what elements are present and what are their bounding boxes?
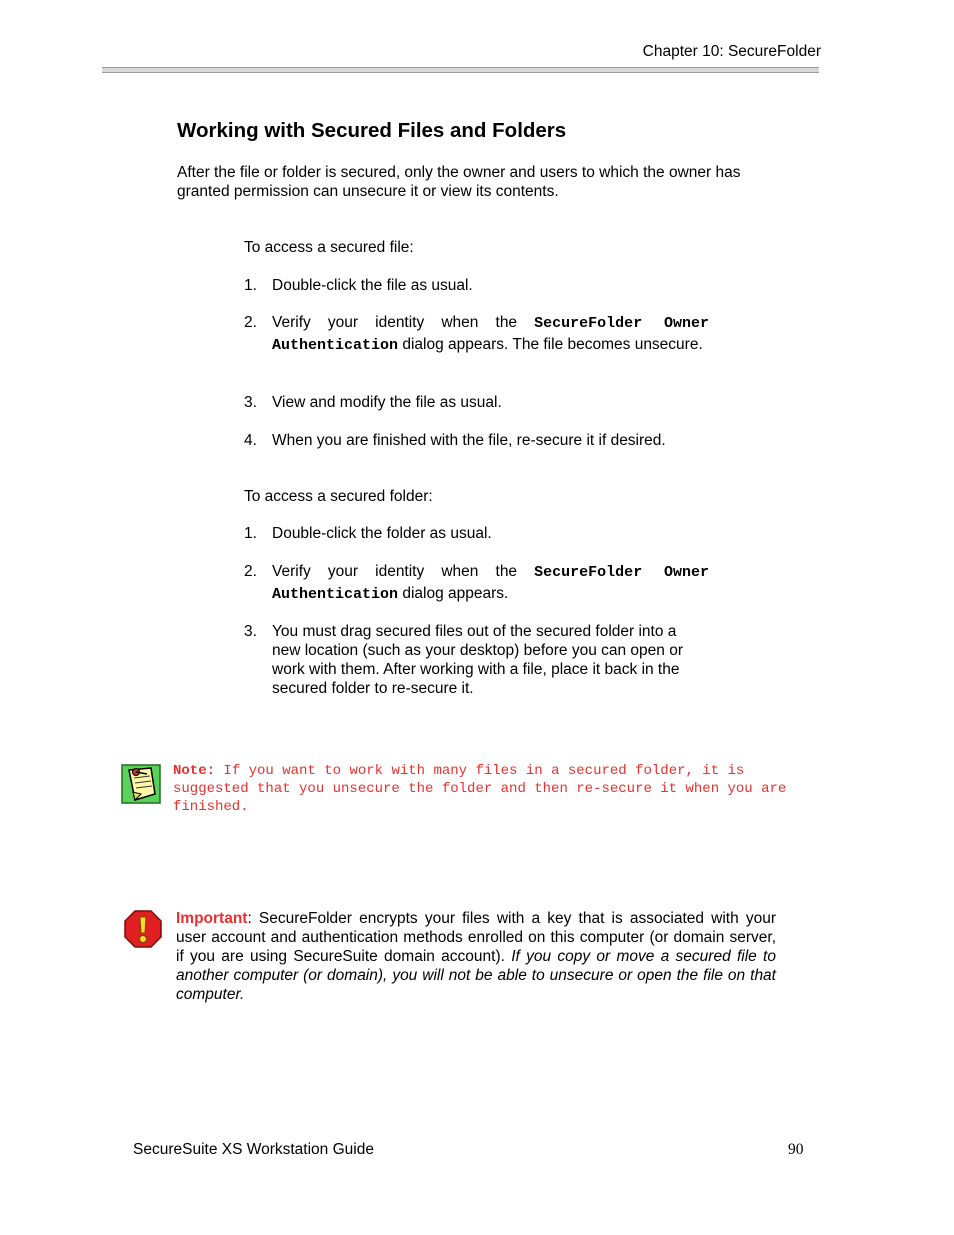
file-step-4 [244, 430, 714, 451]
folder-step-1 [244, 523, 709, 544]
section-title: Working with Secured Files and Folders [177, 119, 567, 142]
file-step-2 [244, 312, 709, 356]
step-text [272, 561, 709, 605]
important-body: : SecureFolder encrypts your files with a key that is associated with your user account and authentication methods enrolled on this computer (or domain server, if you are using SecureSuite domain account). [176, 910, 776, 965]
important-italic: If you copy or move a secured file to another computer (or domain), you will not be able to unsecure or open the file on that computer. [176, 948, 776, 1003]
step-number: 1. [244, 277, 257, 294]
step-number: 2. [244, 563, 257, 580]
chapter-header: Chapter 10: SecureFolder [642, 43, 821, 60]
important-text [176, 909, 776, 1004]
step-text: Double-click the folder as usual. [272, 525, 492, 542]
header-rule [102, 67, 819, 73]
footer-guide-title: SecureSuite XS Workstation Guide [133, 1141, 374, 1158]
folder-step-2 [244, 561, 709, 605]
step-text-post: dialog appears. The file becomes unsecure. [398, 336, 703, 353]
intro-paragraph: After the file or folder is secured, only the owner and users to which the owner has granted permission can unsecure it or view its contents. [177, 164, 741, 200]
step-number: 4. [244, 432, 257, 449]
step-text-pre: Verify your identity when the [272, 563, 535, 580]
page-number: 90 [788, 1141, 804, 1158]
note-text [173, 762, 823, 816]
step-text [272, 312, 709, 356]
step-text: When you are finished with the file, re-secure it if desired. [272, 432, 666, 449]
step-number: 1. [244, 525, 257, 542]
step-text: Double-click the file as usual. [272, 277, 473, 294]
folder-step-3 [244, 622, 709, 698]
step-number: 3. [244, 394, 257, 411]
step-text-post: dialog appears. [398, 585, 509, 602]
step-text: You must drag secured files out of the secured folder into a new location (such as your desktop) before you can open or work with them. After working with a file, place it back in the secured folder to re-secure it. [272, 623, 683, 697]
file-steps-lead: To access a secured file: [244, 239, 414, 256]
note-label: Note: [173, 763, 216, 779]
dialog-name: SecureFolder Owner Authentication [272, 564, 709, 603]
folder-steps-lead: To access a secured folder: [244, 488, 433, 505]
important-label: Important [176, 910, 248, 927]
warning-icon [123, 909, 163, 949]
step-number: 2. [244, 314, 257, 331]
dialog-name: SecureFolder Owner Authentication [272, 315, 709, 354]
file-step-1 [244, 275, 709, 296]
note-icon [121, 764, 161, 804]
step-number: 3. [244, 623, 257, 640]
step-text-pre: Verify your identity when the [272, 314, 535, 331]
note-body: If you want to work with many files in a secured folder, it is suggested that you unsecure the folder and then re-secure it when you are finished. [173, 763, 787, 815]
step-text: View and modify the file as usual. [272, 394, 502, 411]
file-step-3 [244, 392, 709, 413]
